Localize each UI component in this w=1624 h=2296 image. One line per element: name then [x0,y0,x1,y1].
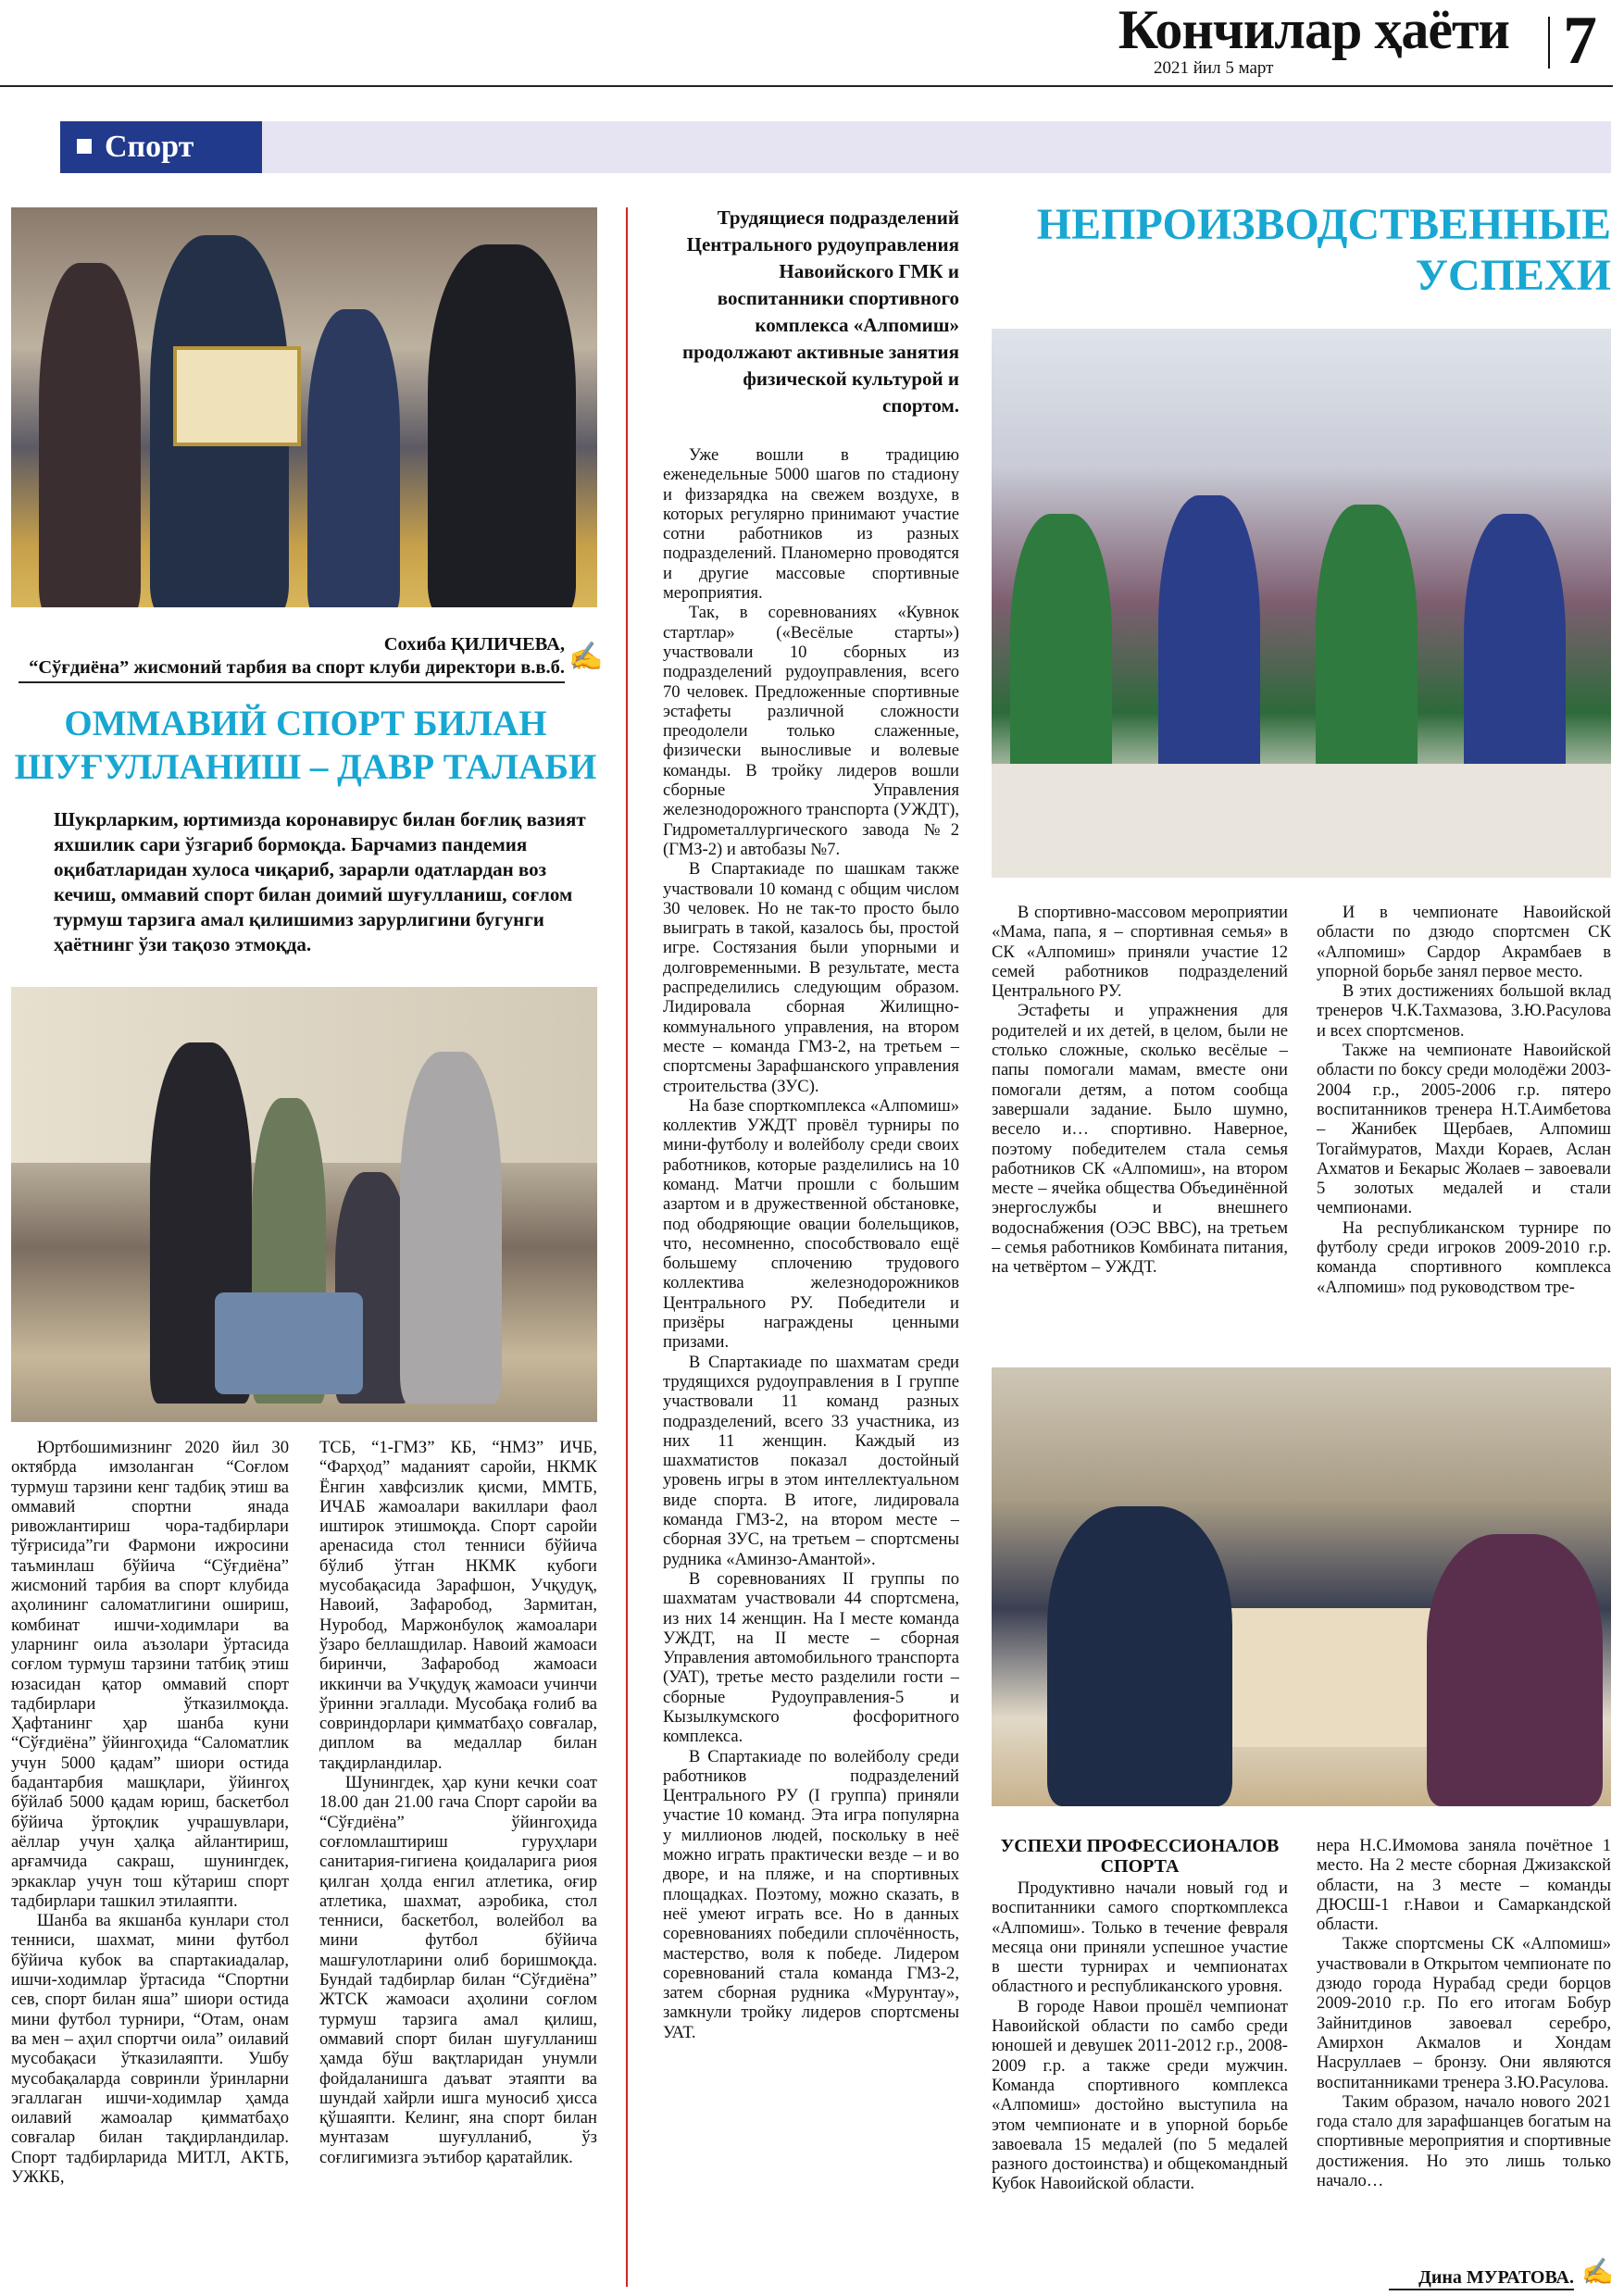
left-article-column-2 [319,1438,597,2287]
paragraph: Шунингдек, ҳар куни кечки соат 18.00 дан 21.00 гача Спорт саройи ва “Сўғдиёна” ўйингоҳида соғломлаштириш гуруҳлари санитария-гигиена қоидаларига риоя қилган ҳолда енгил атлетика, оғир атлетика, шахмат, аэробика, стол тенниси, баскетбол, волейбол ва мини футбол бўйича машғулотларини олиб боришмоқда. Бундай тадбирлар билан “Сўғдиёна” ЖТСК жамоаси аҳолини соғлом турмуш тарзига амал қилиш, оммавий спорт билан шуғулланиш ҳамда бўш вақтларидан унумли фойдаланишга даъват этаяпти ва шундай хайрли ишга муносиб ҳисса қўшаяпти. Келинг, яна спорт билан мунтазам шуғулланиб, ўз соғлигимизга эътибор қаратайлик. [319,1773,597,2167]
newspaper-title: Кончилар ҳаёти [1118,0,1509,60]
byline-role: “Сўғдиёна” жисмоний тарбия ва спорт клуби директори в.в.б. [29,657,565,678]
paragraph: И в чемпионате Навоийской области по дзюдо спортсмен СК «Алпомиш» Сардор Акрамбаев в упорной борьбе занял первое место. [1317,903,1611,981]
left-article-column-1 [11,1438,289,2287]
subheading: УСПЕХИ ПРОФЕССИОНАЛОВ СПОРТА [1000,1836,1280,1877]
paragraph: В Спартакиаде по шашкам также участвовали 10 команд с общим числом 30 человек. Но не так-то просто было выиграть в такой, казалось бы, простой игре. Состязания были упорными и долговременными. В результате, места распределились следующим образом. Лидировала сборная Жилищно-коммунального управления, на втором месте – команда ГМЗ-2, на третьем – спортсмены Зарафшанского управления строительства (ЗУС). [663,859,959,1096]
paragraph: Также спортсмены СК «Алпомиш» участвовали в Открытом чемпионате по дзюдо города Нурабад среди борцов 2009-2010 г.р. По его итогам Бобур Зайнитдинов завоевал серебро, Амирхон Акмалов и Хондам Насруллаев – бронзу. Они являются воспитанниками тренера З.Ю.Расулова. [1317,1934,1611,2092]
paragraph: Эстафеты и упражнения для родителей и их детей, в целом, были не столько сложные, сколько весёлые – папы помогали мамам, вместе они помогали детям, а потом сообща завершали задание. Было шумно, весело и… спортивно. Наверное, поэтому победителем стала семья работников СК «Алпомиш», на втором месте – ячейка общества Объединённой энергослужбы и внешнего водоснабжения (ОЭС ВВС), на третьем – семья работников Комбината питания, на четвёртом – УЖДТ. [992,1001,1288,1278]
issue-date: 2021 йил 5 март [1154,58,1274,78]
section-band [60,121,1611,173]
article-lead: Шукрларким, юртимизда коронавирус билан боғлиқ вазият яхшилик сари ўзгариб бормоқда. Барчамиз пандемия оқибатларидан хулоса чиқариб, зарарли одатлардан воз кечиш, оммавий спорт билан доимий шуғулланиш, соғлом турмуш тарзига амал қилишимиз зарурлигини бугунги ҳаётнинг ўзи тақозо этмоқда. [54,808,586,955]
article-lead: Трудящиеся подразделений Центрального рудоуправления Навоийского ГМК и воспитанники спортивного комплекса «Алпомиш» продолжают активные занятия физической культурой и спортом. [682,206,959,417]
photo-chess-tournament [992,1367,1611,1806]
article-headline: ОММАВИЙ СПОРТ БИЛАН ШУҒУЛЛАНИШ – ДАВР ТАЛАБИ [14,704,597,787]
paragraph: нера Н.С.Имомова заняла почётное 1 место. На 2 месте сборная Джизакской области, на 3 месте – команды ДЮСШ-1 г.Навои и Самаркандской области. [1317,1836,1611,1935]
paragraph: В соревнованиях II группы по шахматам участвовали 44 спортсмена, из них 14 женщин. На I месте команда УЖДТ, на II месте – сборная Управления автомобильного транспорта (УАТ), третье место разделили гости – сборные Рудоуправления-5 и Кызылкумского фосфоритного комплекса. [663,1568,959,1747]
photo-kurash-podium [992,329,1611,878]
paragraph: Шанба ва якшанба кунлари стол тенниси, шахмат, мини футбол бўйича кубок ва спартакиадалар, ишчи-ходимлар ўртасида “Спортни сев, спорт билан яша” шиори остида мини футбол турнири, “Отам, онам ва мен – аҳил спортчи оила” оилавий мусобақаси ўтказилаяпти. Ушбу мусобақаларда совринли ўринларни эгаллаган ишчи-ходимлар ҳамда оилавий жамоалар қимматбаҳо совғалар билан тақдирландилар. Спорт тадбирларида МИТЛ, АКТБ, УЖКБ, [11,1911,289,2187]
paragraph: Продуктивно начали новый год и воспитанники самого спорткомплекса «Алпомиш». Только в течение февраля месяца они приняли успешное участие в шести турнирах и чемпионатах областного и республиканского уровня. [992,1878,1288,1997]
right-upper-column-a [992,903,1288,1329]
paragraph: В этих достижениях большой вклад тренеров Ч.К.Тахмазова, З.Ю.Расулова и всех спортсменов. [1317,981,1611,1041]
paragraph: Также на чемпионате Навоийской области по боксу среди молодёжи 2003-2004 г.р., 2005-2006 г.р. пятеро воспитанников тренера Н.Т.Аимбетова – Жанибек Щербаев, Алпомиш Тогаймуратов, Махди Кораев, Аслан Ахматов и Бекарыс Жолаев – завоевали 5 золотых медалей и стали чемпионами. [1317,1041,1611,1218]
paragraph: На республиканском турнире по футболу среди игроков 2009-2010 г.р. команда спортивного комплекса «Алпомиш» под руководством тре- [1317,1217,1611,1297]
right-lower-column-a [992,1836,1288,2287]
article-headline: НЕПРОИЗВОДСТВЕННЫЕ УСПЕХИ [1036,200,1611,300]
paragraph: Юртбошимизнинг 2020 йил 30 октябрда имзоланган “Соғлом турмуш тарзини кенг тадбиқ этиш ва оммавий спортни янада ривожлантириш чора-тадбирлари тўғрисида”ги Фармони ижросини таъминлаш бўйича “Сўғдиёна” жисмоний тарбия ва спорт клубида аҳолининг саломатлигини ошириш, комбинат ишчи-ходимлари ва уларнинг оила аъзолари ўртасида соғлом турмуш тарзини татбиқ этиш юзасидан қатор оммавий спорт тадбирлари ўтказилмоқда. Ҳафтанинг ҳар шанба куни “Сўғдиёна” ўйингоҳида “Саломатлик учун 5000 қадам” шиори остида бадантарбия машқлари, ўйингоҳ бўйлаб 5000 қадам юриш, баскетбол бўйича ўртоқлик учрашувлари, аёллар учун ҳалқа айлантириш, арғамчида сакраш, шунингдек, эркаклар учун тош кўтариш спорт тадбирлари ташкил этилаяпти. [11,1438,289,1911]
paragraph: Таким образом, начало нового 2021 года стало для зарафшанцев богатым на спортивные мероприятия и спортивные достижения. Но это лишь только начало… [1317,2091,1611,2191]
square-bullet-icon [77,139,92,154]
section-label-text: Спорт [105,130,194,164]
byline [19,633,565,683]
paragraph: В городе Навои прошёл чемпионат Навоийской области по самбо среди юношей и девушек 2011-2012 г.р., 2008-2009 г.р. а также среди мужчин. Команда спортивного комплекса «Алпомиш» достойно выступила на этом чемпионате и в упорной борьбе завоевала 15 медалей (по 5 медалей разного достоинства) и общекомандный Кубок Навоийской области. [992,1996,1288,2194]
left-article-header [11,702,600,980]
section-label [60,121,262,173]
paragraph: В Спартакиаде по волейболу среди работников подразделений Центрального РУ (I группа) приняли участие 10 команд. Эта игра популярна у миллионов людей, поскольку в неё можно играть практически везде – и во дворе, и на пляже, и на спортивных площадках. Поэтому, можно сказать, в неё умеют играть все. Но в данных соревнованиях победили сплочённость, мастерство, воля к победе. Лидером соревнований стала команда ГМЗ-2, затем сборная рудника «Мурунтау», замкнули тройку лидеров спортсмены УАТ. [663,1746,959,2042]
pen-hand-icon: ✍ [1581,2258,1614,2287]
byline-name: Сохиба ҚИЛИЧЕВА, [383,634,565,655]
right-lower-column-b [1317,1836,1611,2260]
page-number-divider [1548,17,1550,69]
paragraph: Так, в соревнованиях «Кувнок стартлар» («Весёлые старты») участвовали 10 сборных из подразделений рудоуправления, всего 70 человек. Предложенные спортивные эстафеты различной сложности преодолели только слаженные, физически выносливые и волевые команды. В тройку лидеров вошли сборные Управления железнодорожного транспорта (УЖДТ), Гидрометаллургического завода №2 (ГМЗ-2) и автобазы №7. [663,603,959,859]
middle-column [663,445,959,2042]
paragraph: В Спартакиаде по шахматам среди трудящихся рудоуправления в I группе участвовали 11 команд разных подразделений, всего 33 участника, из них 11 женщин. Каждый из шахматистов показал достойный уровень игры в этом интеллектуальном виде спорта. В итоге, лидировала команда ГМЗ-2, на втором месте – сборная ЗУС, на третьем – спортсмены рудника «Аминзо-Амантой». [663,1352,959,1569]
paragraph: ТСБ, “1-ГМЗ” КБ, “НМЗ” ИЧБ, “Фарҳод” маданият саройи, НКМК Ёнгин хавфсизлик қисми, ММТБ, ИЧАБ жамоалари вакиллари фаол иштирок этишмоқда. Спорт саройи аренасида стол тенниси бўйича бўлиб ўтган НКМК кубоги мусобақасида Зарафшон, Учқудуқ, Навоий, Зафаробод, Зармитан, Нуробод, Маржонбулоқ жамоалари ўзаро беллашдилар. Навоий жамоаси биринчи, Зафаробод жамоаси иккинчи ва Учқудуқ жамоаси учинчи ўринни эгаллади. Мусобақа ғолиб ва совриндорлари қимматбаҳо совғалар, диплом ва медаллар билан тақдирландилар. [319,1438,597,1773]
column-divider [626,207,628,2287]
header-rule [0,85,1613,87]
middle-column-wrapper [663,205,959,2287]
right-upper-column-b [1317,903,1611,1329]
signature: Дина МУРАТОВА. [1389,2266,1574,2290]
page-number: 7 [1563,3,1597,79]
photo-award-ceremony [11,207,597,607]
pen-hand-icon: ✍ [568,642,604,672]
photo-family-sport-event [11,987,597,1422]
paragraph: На базе спорткомплекса «Алпомиш» коллектив УЖДТ провёл турниры по мини-футболу и волейболу среди своих работников, которые разделились на 10 команд. Матчи прошли с большим азартом и в дружественной обстановке, под ободряющие овации болельщиков, что, несомненно, способствовало ещё большему сплочению трудового коллектива железнодорожников Центрального РУ. Победители и призёры награждены ценными призами. [663,1095,959,1353]
paragraph: Уже вошли в традицию еженедельные 5000 шагов по стадиону и физзарядка на свежем воздухе, в которых регулярно принимают участие сотни работников из разных подразделений. Планомерно проводятся и другие массовые спортивные мероприятия. [663,445,959,604]
paragraph: В спортивно-массовом мероприятии «Мама, папа, я – спортивная семья» в СК «Алпомиш» приняли участие 12 семей работников подразделений Центрального РУ. [992,903,1288,1002]
